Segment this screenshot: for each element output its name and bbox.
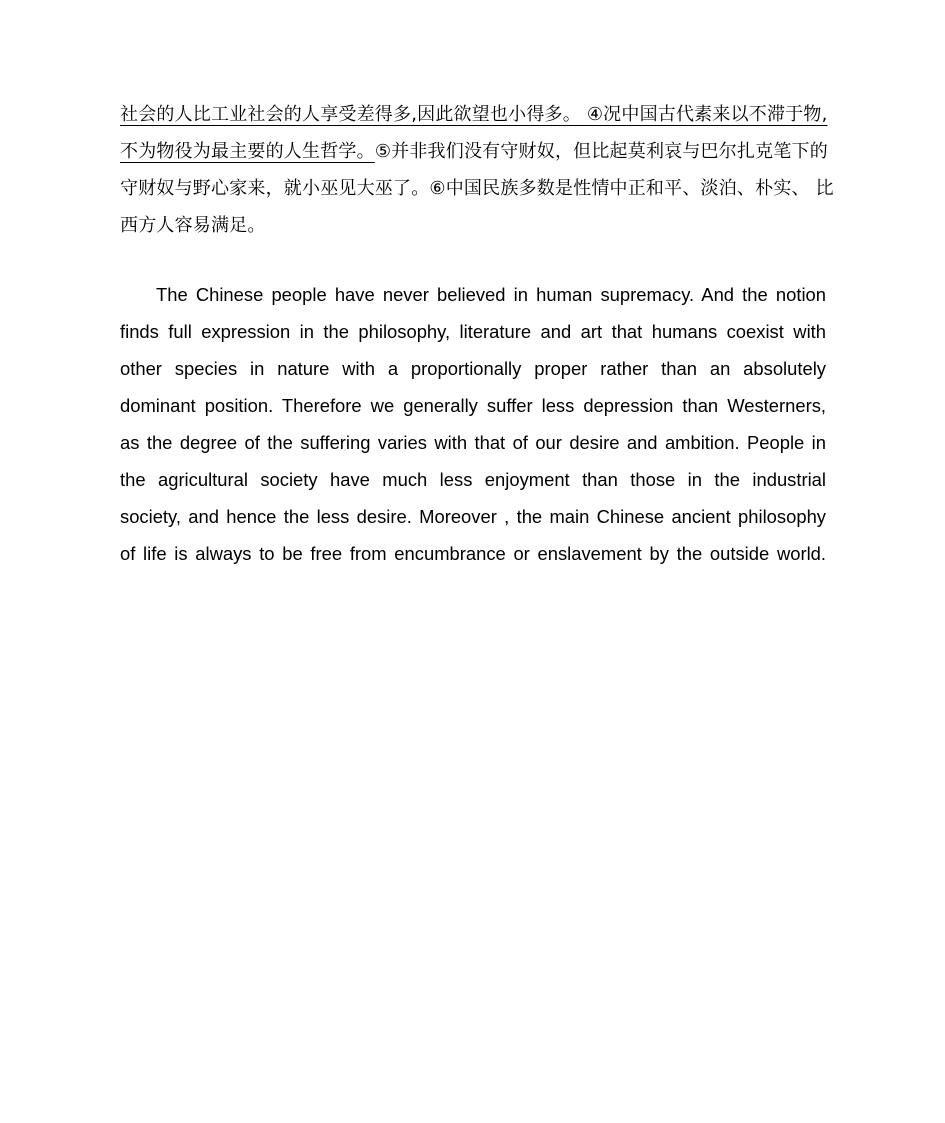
english-line: other species in nature with a proportionally proper rather than an absolutely <box>120 358 826 379</box>
underlined-text: 不为物役为最主要的人生哲学。 <box>120 141 375 162</box>
english-line: the agricultural society have much less enjoyment than those in the industrial <box>120 469 826 490</box>
chinese-line-2 <box>120 133 826 170</box>
english-line: society, and hence the less desire. Moreover , the main Chinese ancient philosophy <box>120 506 826 527</box>
english-line: The Chinese people have never believed in human supremacy. And the notion <box>156 284 826 305</box>
chinese-paragraph <box>120 96 834 244</box>
chinese-text: ⑤并非我们没有守财奴，但比起莫利哀与巴尔扎克笔下的 <box>374 141 828 162</box>
chinese-text: ④况中国古代素来以不滞于物, <box>580 104 828 125</box>
chinese-line-1 <box>120 96 826 133</box>
english-line: dominant position. Therefore we generally suffer less depression than Westerners, <box>120 395 826 416</box>
chinese-line-4: 西方人容易满足。 <box>120 215 266 236</box>
english-line: finds full expression in the philosophy, literature and art that humans coexist with <box>120 321 826 342</box>
underlined-text: 社会的人比工业社会的人享受差得多,因此欲望也小得多。 <box>120 104 581 125</box>
english-line: as the degree of the suffering varies with that of our desire and ambition. People in <box>120 432 826 453</box>
english-paragraph <box>120 276 826 572</box>
chinese-line-3: 守财奴与野心家来，就小巫见大巫了。⑥中国民族多数是性情中正和平、淡泊、朴实、 比 <box>120 178 834 199</box>
english-line: of life is always to be free from encumbrance or enslavement by the outside world. <box>120 543 826 564</box>
